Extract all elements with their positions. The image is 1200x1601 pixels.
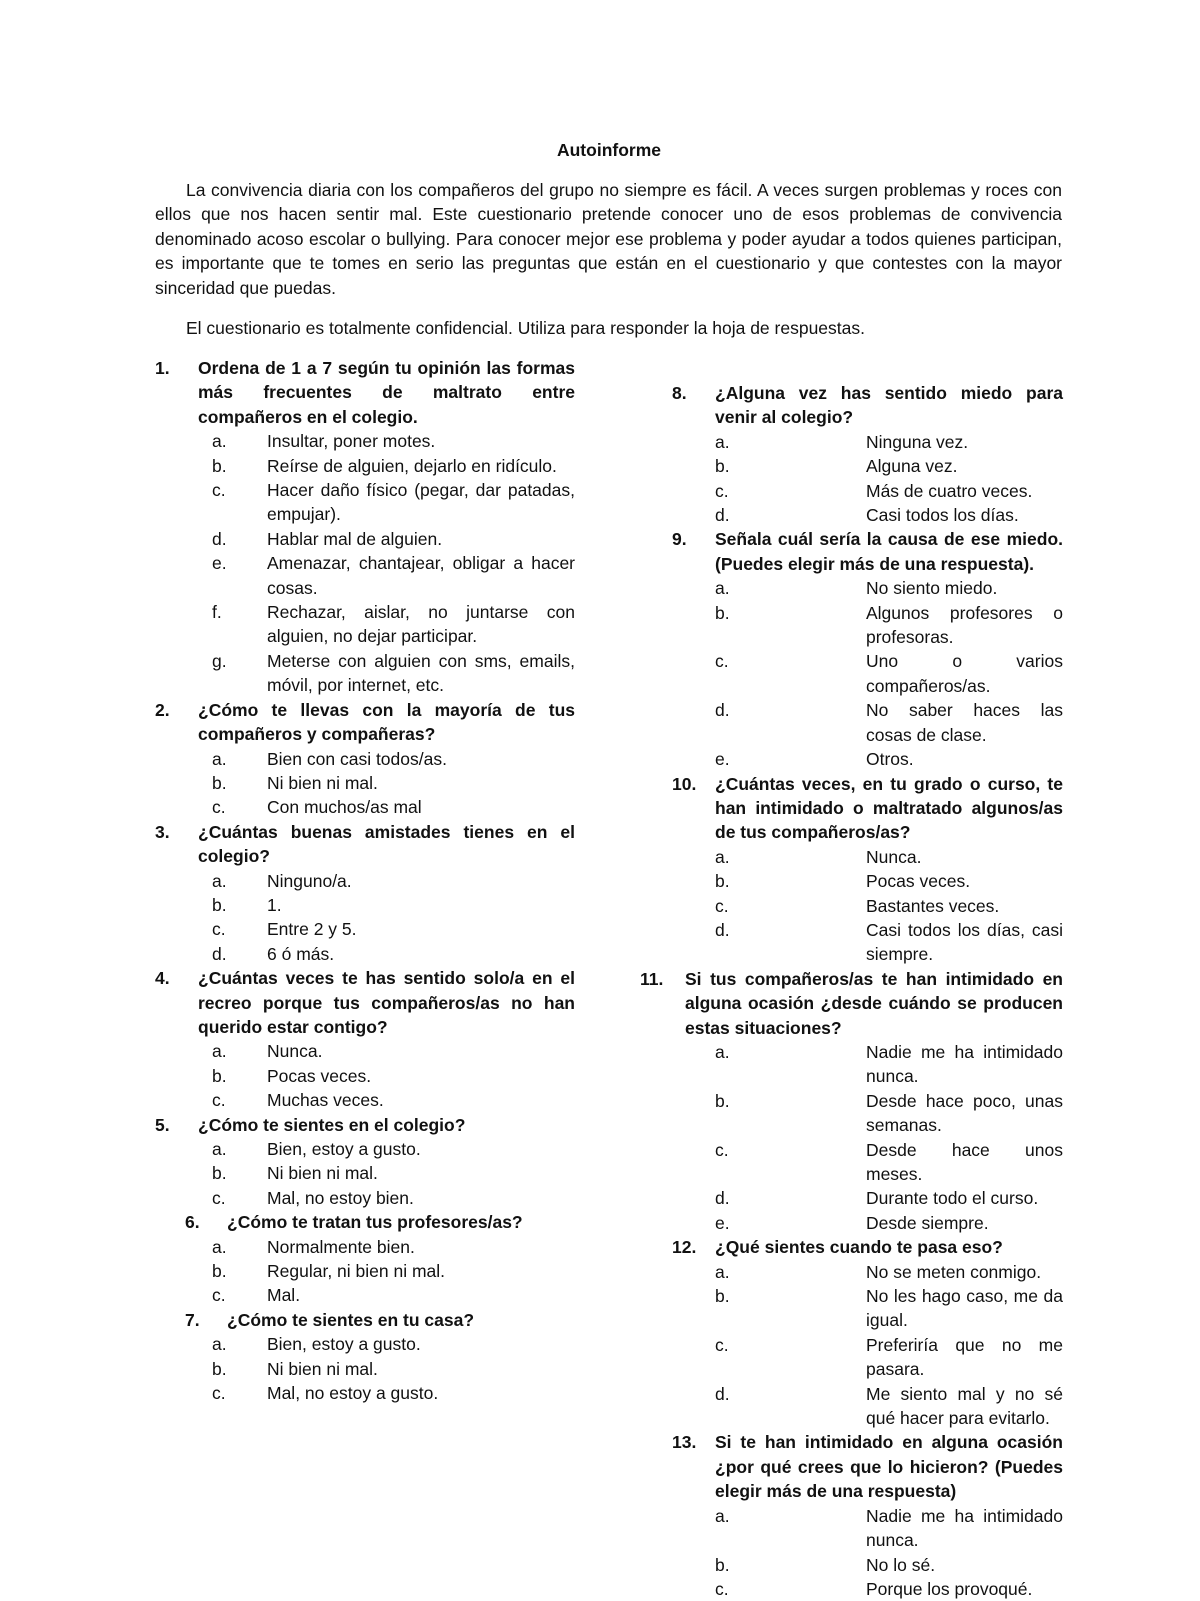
option-5-a — [155, 1137, 575, 1161]
option-text: No les hago caso, me da igual. — [866, 1286, 1063, 1331]
question-4 — [155, 966, 575, 1039]
option-letter: e. — [715, 749, 730, 770]
option-text: Hablar mal de alguien. — [267, 528, 443, 549]
option-letter: c. — [212, 1090, 226, 1111]
option-letter: c. — [212, 1383, 226, 1404]
option-3-a — [155, 869, 575, 893]
option-text: Insultar, poner motes. — [267, 431, 436, 452]
option-text: Ni bien ni mal. — [267, 1163, 378, 1184]
confidentiality-note: El cuestionario es totalmente confidencial. Utiliza para responder la hoja de respuestas. — [186, 318, 865, 338]
option-text: No siento miedo. — [866, 578, 998, 599]
option-12-d — [640, 1382, 1063, 1431]
option-13-a — [640, 1504, 1063, 1553]
option-text: Pocas veces. — [267, 1065, 372, 1086]
option-text: Nunca. — [866, 846, 922, 867]
question-text: ¿Cuántas veces, en tu grado o curso, te han intimidado o maltratado algunos/as de tus compañeros/as? — [715, 773, 1063, 843]
option-letter: c. — [715, 895, 729, 916]
option-text: Meterse con alguien con sms, emails, móvil, por internet, etc. — [267, 650, 575, 696]
question-number: 10. — [672, 773, 697, 794]
option-text: Entre 2 y 5. — [267, 919, 357, 940]
option-letter: c. — [715, 651, 729, 672]
option-7-a — [155, 1332, 575, 1356]
option-letter: b. — [715, 602, 730, 623]
question-number: 7. — [185, 1309, 200, 1330]
option-text: Regular, ni bien ni mal. — [267, 1261, 446, 1282]
option-text: No se meten conmigo. — [866, 1261, 1042, 1282]
question-6 — [155, 1210, 575, 1234]
option-9-a — [640, 576, 1063, 600]
option-letter: a. — [212, 1139, 227, 1159]
option-text: Porque los provoqué. — [866, 1578, 1033, 1599]
option-5-c — [155, 1186, 575, 1210]
option-letter: d. — [715, 919, 730, 940]
question-1 — [155, 356, 575, 429]
option-text: Reírse de alguien, dejarlo en ridículo. — [267, 455, 557, 476]
question-text: Señala cuál sería la causa de ese miedo. (Puedes elegir más de una respuesta). — [715, 529, 1063, 574]
question-text: ¿Cómo te tratan tus profesores/as? — [227, 1212, 523, 1233]
option-13-b — [640, 1553, 1063, 1577]
option-letter: a. — [715, 1041, 730, 1062]
option-11-d — [640, 1186, 1063, 1210]
question-10 — [640, 772, 1063, 845]
option-11-a — [640, 1040, 1063, 1089]
option-letter: b. — [715, 1286, 730, 1307]
option-text: Desde hace poco, unas semanas. — [866, 1090, 1063, 1136]
option-text: Uno o varios compañeros/as. — [866, 651, 1063, 696]
question-text: ¿Alguna vez has sentido miedo para venir al colegio? — [715, 383, 1063, 428]
question-text: ¿Cuántas veces te has sentido solo/a en el recreo porque tus compañeros/as no han querido estar contigo? — [198, 968, 575, 1037]
option-4-b — [155, 1064, 575, 1088]
option-letter: a. — [715, 1505, 730, 1526]
intro-paragraph: La convivencia diaria con los compañeros del grupo no siempre es fácil. A veces surgen problemas y roces con ellos que nos hacen sentir mal. Este cuestionario pretende conocer uno de esos problemas de convivencia denominado acoso escolar o bullying. Para conocer mejor ese problema y poder ayudar a todos quienes participan, es importante que te tomes en serio las preguntas que están en el cuestionario y que contestes con la mayor sinceridad que puedas. — [155, 180, 1062, 298]
option-letter: b. — [212, 772, 227, 793]
option-9-e — [640, 747, 1063, 771]
option-letter: c. — [715, 480, 729, 501]
option-text: No lo sé. — [866, 1554, 936, 1575]
option-letter: b. — [715, 456, 730, 477]
option-letter: c. — [715, 1578, 729, 1599]
option-2-a — [155, 747, 575, 771]
option-text: Desde hace unos meses. — [866, 1139, 1063, 1184]
option-text: Mal, no estoy a gusto. — [267, 1383, 439, 1404]
question-text: ¿Qué sientes cuando te pasa eso? — [715, 1237, 1003, 1258]
option-letter: a. — [715, 431, 730, 452]
option-letter: d. — [715, 1188, 730, 1209]
option-letter: d. — [715, 505, 730, 526]
option-letter: b. — [212, 1065, 227, 1086]
option-8-d — [640, 503, 1063, 527]
option-3-c — [155, 917, 575, 941]
option-letter: c. — [212, 1285, 226, 1306]
document-title: Autoinforme — [556, 140, 662, 160]
option-text: 1. — [267, 894, 282, 915]
option-text: Otros. — [866, 749, 914, 770]
option-text: Con muchos/as mal — [267, 797, 422, 818]
option-9-c — [640, 649, 1063, 698]
option-letter: d. — [715, 700, 730, 721]
option-letter: d. — [212, 528, 227, 549]
option-text: Casi todos los días, casi siempre. — [866, 919, 1063, 965]
option-letter: d. — [212, 943, 227, 964]
question-3 — [155, 820, 575, 869]
option-text: Rechazar, aislar, no juntarse con alguien, no dejar participar. — [267, 602, 575, 647]
option-6-b — [155, 1259, 575, 1283]
option-text: Bien, estoy a gusto. — [267, 1139, 421, 1159]
option-text: Nadie me ha intimidado nunca. — [866, 1041, 1063, 1087]
option-letter: a. — [212, 1334, 227, 1355]
option-text: Desde siempre. — [866, 1212, 989, 1233]
option-1-f — [155, 600, 575, 649]
question-5 — [155, 1113, 575, 1137]
option-text: Bien con casi todos/as. — [267, 748, 447, 769]
question-11 — [640, 967, 1063, 1040]
option-text: Casi todos los días. — [866, 505, 1019, 526]
question-9 — [640, 527, 1063, 576]
option-text: Mal. — [267, 1285, 301, 1306]
option-2-b — [155, 771, 575, 795]
option-letter: e. — [715, 1212, 730, 1233]
option-letter: d. — [715, 1383, 730, 1404]
option-letter: a. — [715, 1261, 730, 1282]
question-text: ¿Cuántas buenas amistades tienes en el colegio? — [198, 821, 575, 867]
option-letter: b. — [212, 455, 227, 476]
option-letter: b. — [212, 1358, 227, 1379]
option-3-d — [155, 942, 575, 966]
option-text: Hacer daño físico (pegar, dar patadas, empujar). — [267, 480, 575, 525]
question-number: 9. — [672, 529, 687, 550]
option-7-b — [155, 1357, 575, 1381]
option-letter: a. — [212, 870, 227, 891]
option-4-c — [155, 1088, 575, 1112]
option-text: Nunca. — [267, 1041, 323, 1062]
option-10-a — [640, 845, 1063, 869]
question-2 — [155, 698, 575, 747]
option-12-c — [640, 1333, 1063, 1382]
question-number: 8. — [672, 383, 687, 403]
option-text: Durante todo el curso. — [866, 1188, 1039, 1209]
option-6-a — [155, 1235, 575, 1259]
option-letter: f. — [212, 602, 222, 623]
option-10-b — [640, 869, 1063, 893]
option-7-c — [155, 1381, 575, 1405]
question-number: 12. — [672, 1237, 697, 1258]
option-13-c — [640, 1577, 1063, 1601]
question-text: ¿Cómo te sientes en el colegio? — [198, 1114, 466, 1135]
option-12-a — [640, 1260, 1063, 1284]
question-text: ¿Cómo te sientes en tu casa? — [227, 1309, 475, 1330]
option-letter: a. — [212, 431, 227, 452]
option-letter: c. — [212, 919, 226, 940]
option-letter: c. — [715, 1334, 729, 1355]
option-letter: c. — [212, 797, 226, 818]
option-9-b — [640, 601, 1063, 650]
option-2-c — [155, 795, 575, 819]
option-letter: b. — [715, 1554, 730, 1575]
option-letter: a. — [715, 846, 730, 867]
right-column — [640, 381, 1063, 1601]
question-text: Si te han intimidado en alguna ocasión ¿por qué crees que lo hicieron? (Puedes elegir más de una respuesta) — [715, 1432, 1063, 1502]
left-column — [155, 356, 575, 1405]
option-8-a — [640, 430, 1063, 454]
option-letter: a. — [212, 1236, 227, 1257]
option-letter: b. — [212, 1163, 227, 1184]
option-letter: b. — [212, 894, 227, 915]
option-text: No saber haces las cosas de clase. — [866, 700, 1063, 745]
option-text: Muchas veces. — [267, 1090, 384, 1111]
option-text: Mal, no estoy bien. — [267, 1187, 414, 1208]
option-10-c — [640, 894, 1063, 918]
option-text: Ninguno/a. — [267, 870, 352, 891]
option-1-b — [155, 454, 575, 478]
option-text: Más de cuatro veces. — [866, 480, 1033, 501]
option-text: Amenazar, chantajear, obligar a hacer cosas. — [267, 553, 575, 598]
option-11-c — [640, 1138, 1063, 1187]
question-text: ¿Cómo te llevas con la mayoría de tus compañeros y compañeras? — [198, 699, 575, 745]
option-12-b — [640, 1284, 1063, 1333]
option-11-b — [640, 1089, 1063, 1138]
option-text: Bastantes veces. — [866, 895, 1000, 916]
option-4-a — [155, 1039, 575, 1063]
option-9-d — [640, 698, 1063, 747]
question-number: 6. — [185, 1212, 200, 1233]
question-number: 5. — [155, 1114, 170, 1135]
option-text: Algunos profesores o profesoras. — [866, 602, 1063, 648]
option-text: Ninguna vez. — [866, 431, 969, 452]
option-text: Normalmente bien. — [267, 1236, 415, 1257]
option-letter: a. — [715, 578, 730, 599]
option-letter: b. — [715, 871, 730, 892]
question-number: 11. — [640, 968, 664, 989]
option-letter: b. — [212, 1261, 227, 1282]
option-letter: b. — [715, 1090, 730, 1111]
option-8-b — [640, 454, 1063, 478]
question-number: 1. — [155, 358, 170, 378]
option-8-c — [640, 479, 1063, 503]
option-10-d — [640, 918, 1063, 967]
option-letter: a. — [212, 1041, 227, 1062]
question-13 — [640, 1430, 1063, 1503]
question-text: Ordena de 1 a 7 según tu opinión las formas más frecuentes de maltrato entre compañeros en el colegio. — [198, 358, 575, 427]
question-12 — [640, 1235, 1063, 1259]
option-text: 6 ó más. — [267, 943, 335, 964]
option-text: Preferiría que no me pasara. — [866, 1334, 1063, 1380]
question-8 — [640, 381, 1063, 430]
option-11-e — [640, 1211, 1063, 1235]
option-text: Bien, estoy a gusto. — [267, 1334, 421, 1355]
option-1-a — [155, 429, 575, 453]
question-text: Si tus compañeros/as te han intimidado en alguna ocasión ¿desde cuándo se producen estas situaciones? — [685, 968, 1063, 1038]
option-5-b — [155, 1161, 575, 1185]
option-letter: g. — [212, 650, 227, 671]
option-1-e — [155, 551, 575, 600]
option-letter: a. — [212, 748, 227, 769]
option-letter: e. — [212, 553, 227, 574]
option-text: Ni bien ni mal. — [267, 772, 378, 793]
option-text: Me siento mal y no sé qué hacer para evitarlo. — [866, 1383, 1063, 1429]
option-letter: c. — [715, 1139, 729, 1160]
option-text: Nadie me ha intimidado nunca. — [866, 1505, 1063, 1551]
question-number: 3. — [155, 821, 170, 842]
question-number: 13. — [672, 1432, 697, 1453]
option-6-c — [155, 1283, 575, 1307]
option-text: Alguna vez. — [866, 456, 958, 477]
option-3-b — [155, 893, 575, 917]
option-text: Pocas veces. — [866, 871, 971, 892]
option-letter: c. — [212, 1187, 226, 1208]
option-text: Ni bien ni mal. — [267, 1358, 378, 1379]
option-1-g — [155, 649, 575, 698]
question-number: 2. — [155, 699, 170, 720]
question-number: 4. — [155, 968, 170, 989]
option-1-d — [155, 527, 575, 551]
option-1-c — [155, 478, 575, 527]
question-7 — [155, 1308, 575, 1332]
option-letter: c. — [212, 480, 226, 501]
